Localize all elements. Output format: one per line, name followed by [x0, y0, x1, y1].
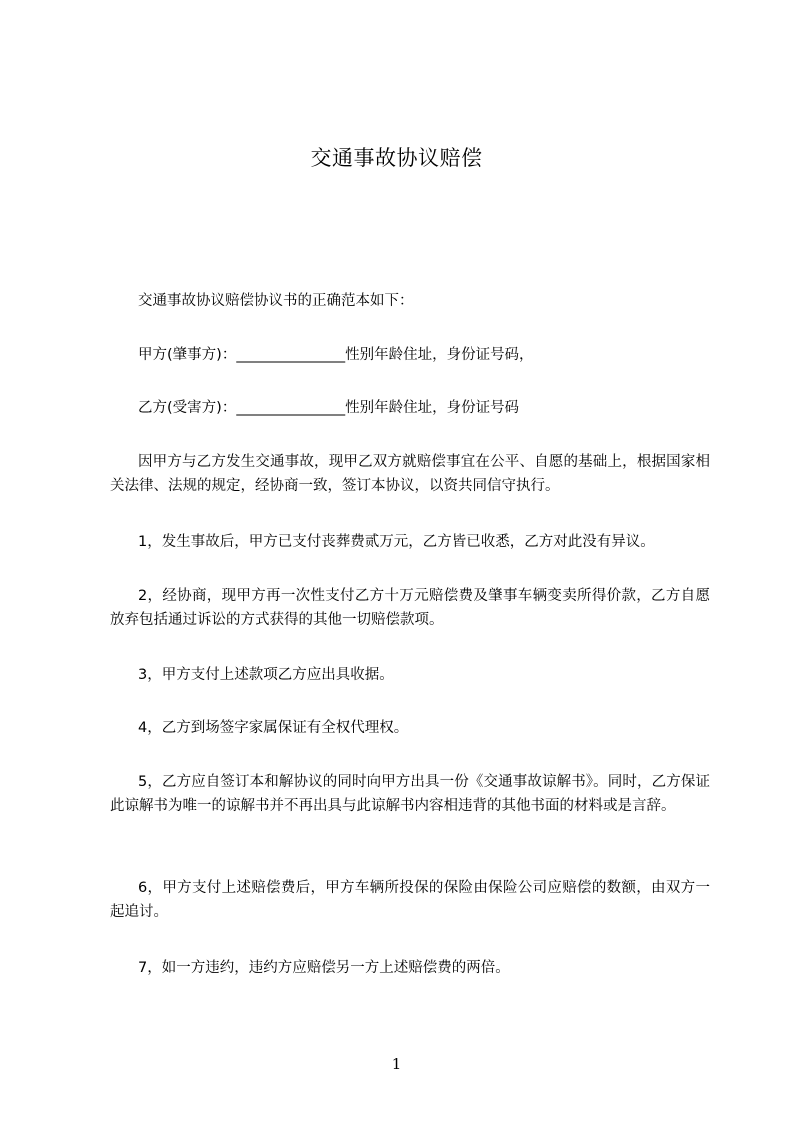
- clause-5: 5，乙方应自签订本和解协议的同时向甲方出具一份《交通事故谅解书》。同时，乙方保证此谅解书为唯一的谅解书并不再出具与此谅解书内容相违背的其他书面的材料或是言辞。: [110, 774, 710, 814]
- clause-1: 1，发生事故后，甲方已支付丧葬费贰万元，乙方皆已收悉，乙方对此没有异议。: [138, 534, 655, 550]
- clause-2: 2，经协商，现甲方再一次性支付乙方十万元赔偿费及肇事车辆变卖所得价款，乙方自愿放弃包括通过诉讼的方式获得的其他一切赔偿款项。: [110, 588, 710, 628]
- clause-7: 7，如一方违约，违约方应赔偿另一方上述赔偿费的两倍。: [138, 960, 510, 976]
- clause-3: 3，甲方支付上述款项乙方应出具收据。: [138, 667, 394, 683]
- document-title: 交通事故协议赔偿: [310, 146, 483, 170]
- preamble-paragraph: 因甲方与乙方发生交通事故，现甲乙双方就赔偿事宜在公平、自愿的基础上，根据国家相关法律、法规的规定，经协商一致，签订本协议，以资共同信守执行。: [110, 454, 710, 494]
- clause-6: 6，甲方支付上述赔偿费后，甲方车辆所投保的保险由保险公司应赔偿的数额，由双方一起追讨。: [110, 880, 710, 920]
- intro-text: 交通事故协议赔偿协议书的正确范本如下：: [138, 293, 414, 309]
- clause-4: 4，乙方到场签字家属保证有全权代理权。: [138, 720, 409, 736]
- party-b-line: 乙方(受害方)：_______________性别年龄住址，身份证号码: [138, 400, 520, 416]
- page-number: 1: [391, 1055, 402, 1073]
- party-a-line: 甲方(肇事方)：_______________性别年龄住址，身份证号码，: [138, 347, 534, 363]
